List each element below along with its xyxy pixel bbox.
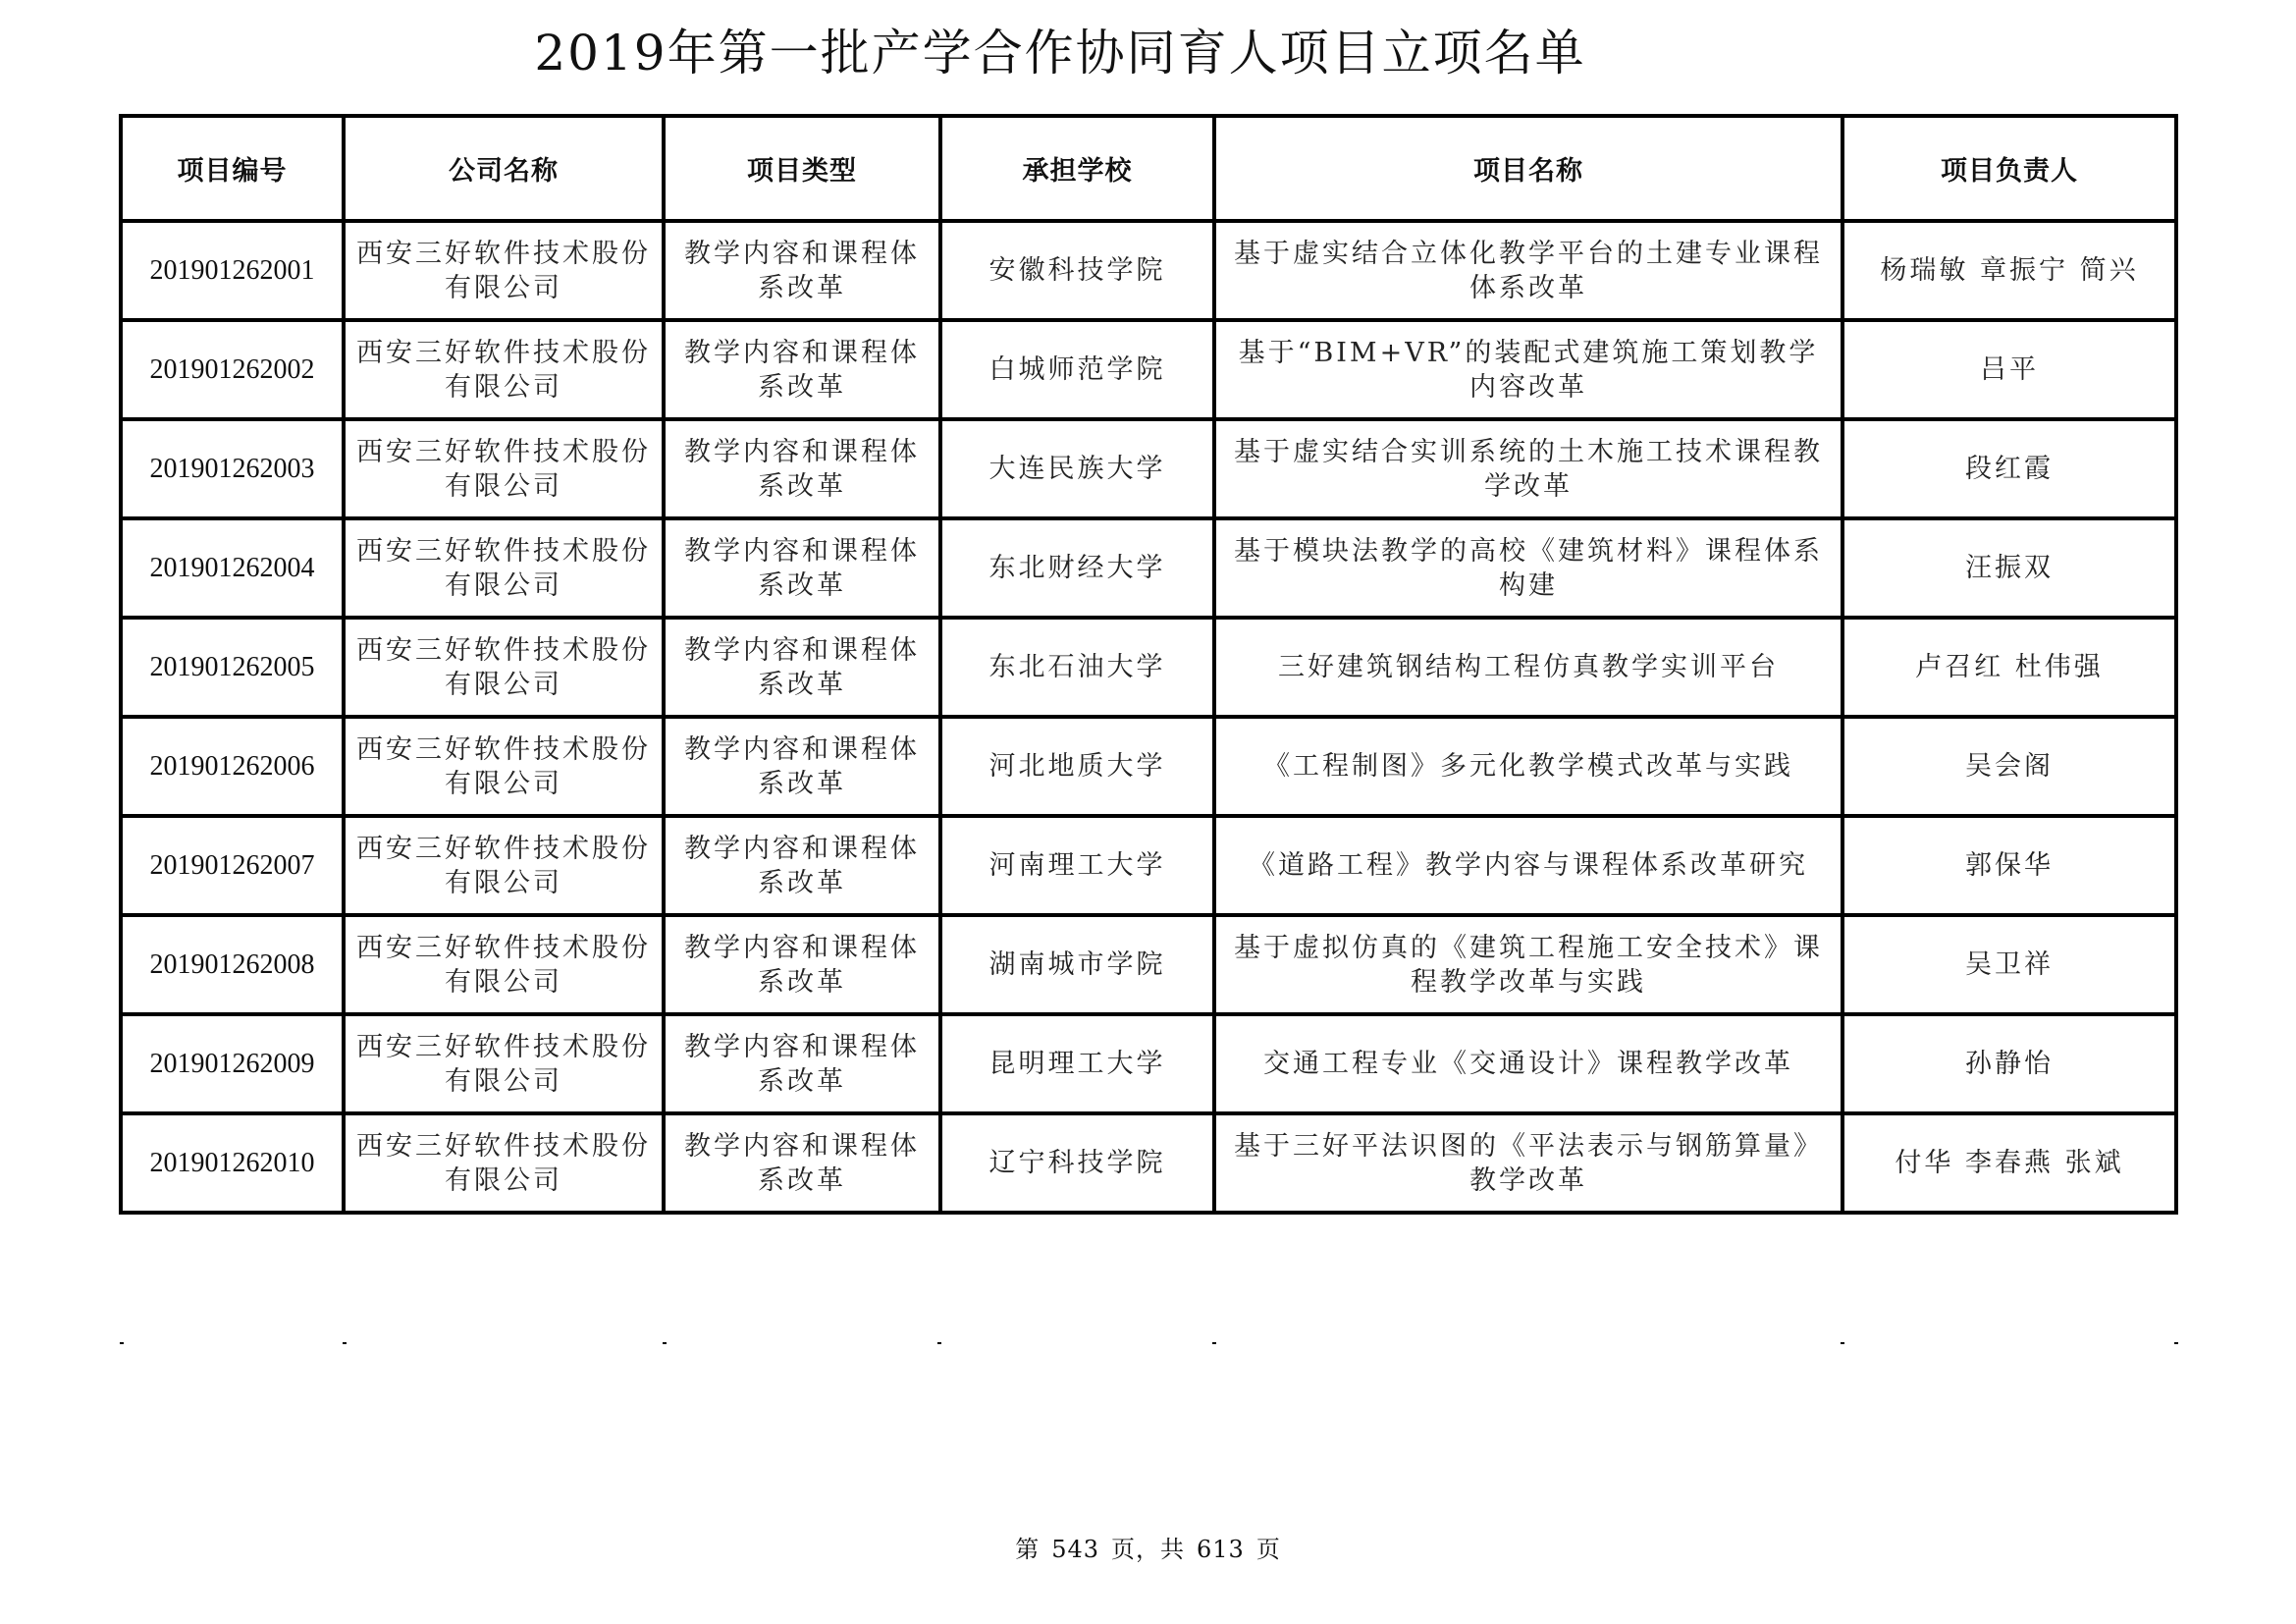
school-name: 河南理工大学 bbox=[940, 816, 1214, 915]
project-leader: 卢召红 杜伟强 bbox=[1842, 618, 2176, 717]
project-name: 三好建筑钢结构工程仿真教学实训平台 bbox=[1214, 618, 1842, 717]
school-name: 白城师范学院 bbox=[940, 320, 1214, 419]
tick-mark bbox=[1212, 1342, 1216, 1344]
project-leader: 汪振双 bbox=[1842, 518, 2176, 618]
total-pages-number: 613 bbox=[1197, 1536, 1245, 1563]
project-type: 教学内容和课程体系改革 bbox=[664, 1113, 940, 1213]
project-code: 201901262001 bbox=[121, 221, 344, 320]
project-type: 教学内容和课程体系改革 bbox=[664, 618, 940, 717]
project-table bbox=[119, 114, 2178, 1215]
tick-mark bbox=[2174, 1342, 2178, 1344]
company-name: 西安三好软件技术股份有限公司 bbox=[344, 618, 664, 717]
project-name: 基于三好平法识图的《平法表示与钢筋算量》教学改革 bbox=[1214, 1113, 1842, 1213]
project-name: 基于虚实结合实训系统的土木施工技术课程教学改革 bbox=[1214, 419, 1842, 518]
project-name: 《工程制图》多元化教学模式改革与实践 bbox=[1214, 717, 1842, 816]
table-row bbox=[121, 717, 2176, 816]
table-row bbox=[121, 518, 2176, 618]
company-name: 西安三好软件技术股份有限公司 bbox=[344, 915, 664, 1014]
project-name: 交通工程专业《交通设计》课程教学改革 bbox=[1214, 1014, 1842, 1113]
page-prefix: 第 bbox=[1015, 1536, 1041, 1563]
project-name: 基于虚拟仿真的《建筑工程施工安全技术》课程教学改革与实践 bbox=[1214, 915, 1842, 1014]
project-leader: 吕平 bbox=[1842, 320, 2176, 419]
tick-mark bbox=[343, 1342, 347, 1344]
table-row bbox=[121, 1014, 2176, 1113]
project-name: 《道路工程》教学内容与课程体系改革研究 bbox=[1214, 816, 1842, 915]
project-code: 201901262004 bbox=[121, 518, 344, 618]
table-row bbox=[121, 1113, 2176, 1213]
company-name: 西安三好软件技术股份有限公司 bbox=[344, 717, 664, 816]
current-page-number: 543 bbox=[1051, 1536, 1099, 1563]
column-header-leader: 项目负责人 bbox=[1842, 116, 2176, 221]
table-header-row bbox=[121, 116, 2176, 221]
page-title: 2019年第一批产学合作协同育人项目立项名单 bbox=[534, 25, 1586, 81]
column-header-company: 公司名称 bbox=[344, 116, 664, 221]
project-name: 基于“BIM+VR”的装配式建筑施工策划教学内容改革 bbox=[1214, 320, 1842, 419]
project-leader: 段红霞 bbox=[1842, 419, 2176, 518]
column-header-type: 项目类型 bbox=[664, 116, 940, 221]
school-name: 湖南城市学院 bbox=[940, 915, 1214, 1014]
project-type: 教学内容和课程体系改革 bbox=[664, 320, 940, 419]
project-leader: 付华 李春燕 张斌 bbox=[1842, 1113, 2176, 1213]
project-type: 教学内容和课程体系改革 bbox=[664, 518, 940, 618]
project-name: 基于模块法教学的高校《建筑材料》课程体系构建 bbox=[1214, 518, 1842, 618]
table-row bbox=[121, 221, 2176, 320]
table-row bbox=[121, 618, 2176, 717]
column-header-code: 项目编号 bbox=[121, 116, 344, 221]
company-name: 西安三好软件技术股份有限公司 bbox=[344, 816, 664, 915]
table-row bbox=[121, 816, 2176, 915]
project-type: 教学内容和课程体系改革 bbox=[664, 717, 940, 816]
project-leader: 吴卫祥 bbox=[1842, 915, 2176, 1014]
school-name: 辽宁科技学院 bbox=[940, 1113, 1214, 1213]
tick-mark bbox=[663, 1342, 667, 1344]
project-code: 201901262007 bbox=[121, 816, 344, 915]
company-name: 西安三好软件技术股份有限公司 bbox=[344, 1113, 664, 1213]
table-row bbox=[121, 320, 2176, 419]
project-type: 教学内容和课程体系改革 bbox=[664, 915, 940, 1014]
project-type: 教学内容和课程体系改革 bbox=[664, 419, 940, 518]
project-leader: 杨瑞敏 章振宁 简兴 bbox=[1842, 221, 2176, 320]
project-leader: 吴会阁 bbox=[1842, 717, 2176, 816]
project-code: 201901262006 bbox=[121, 717, 344, 816]
project-code: 201901262002 bbox=[121, 320, 344, 419]
company-name: 西安三好软件技术股份有限公司 bbox=[344, 1014, 664, 1113]
table-row bbox=[121, 915, 2176, 1014]
page-middle-text: 页，共 bbox=[1111, 1536, 1185, 1563]
school-name: 昆明理工大学 bbox=[940, 1014, 1214, 1113]
tick-mark bbox=[937, 1342, 941, 1344]
project-leader: 孙静怡 bbox=[1842, 1014, 2176, 1113]
column-header-school: 承担学校 bbox=[940, 116, 1214, 221]
company-name: 西安三好软件技术股份有限公司 bbox=[344, 419, 664, 518]
tick-mark bbox=[120, 1342, 124, 1344]
project-name: 基于虚实结合立体化教学平台的土建专业课程体系改革 bbox=[1214, 221, 1842, 320]
page-footer bbox=[0, 1530, 2296, 1564]
project-code: 201901262009 bbox=[121, 1014, 344, 1113]
school-name: 大连民族大学 bbox=[940, 419, 1214, 518]
project-code: 201901262003 bbox=[121, 419, 344, 518]
company-name: 西安三好软件技术股份有限公司 bbox=[344, 320, 664, 419]
project-code: 201901262008 bbox=[121, 915, 344, 1014]
project-type: 教学内容和课程体系改革 bbox=[664, 816, 940, 915]
column-header-project: 项目名称 bbox=[1214, 116, 1842, 221]
project-type: 教学内容和课程体系改革 bbox=[664, 1014, 940, 1113]
project-leader: 郭保华 bbox=[1842, 816, 2176, 915]
project-code: 201901262005 bbox=[121, 618, 344, 717]
company-name: 西安三好软件技术股份有限公司 bbox=[344, 518, 664, 618]
school-name: 安徽科技学院 bbox=[940, 221, 1214, 320]
tick-mark bbox=[1841, 1342, 1844, 1344]
school-name: 河北地质大学 bbox=[940, 717, 1214, 816]
page-suffix: 页 bbox=[1255, 1536, 1281, 1563]
school-name: 东北石油大学 bbox=[940, 618, 1214, 717]
project-code: 201901262010 bbox=[121, 1113, 344, 1213]
table-row bbox=[121, 419, 2176, 518]
company-name: 西安三好软件技术股份有限公司 bbox=[344, 221, 664, 320]
school-name: 东北财经大学 bbox=[940, 518, 1214, 618]
project-type: 教学内容和课程体系改革 bbox=[664, 221, 940, 320]
